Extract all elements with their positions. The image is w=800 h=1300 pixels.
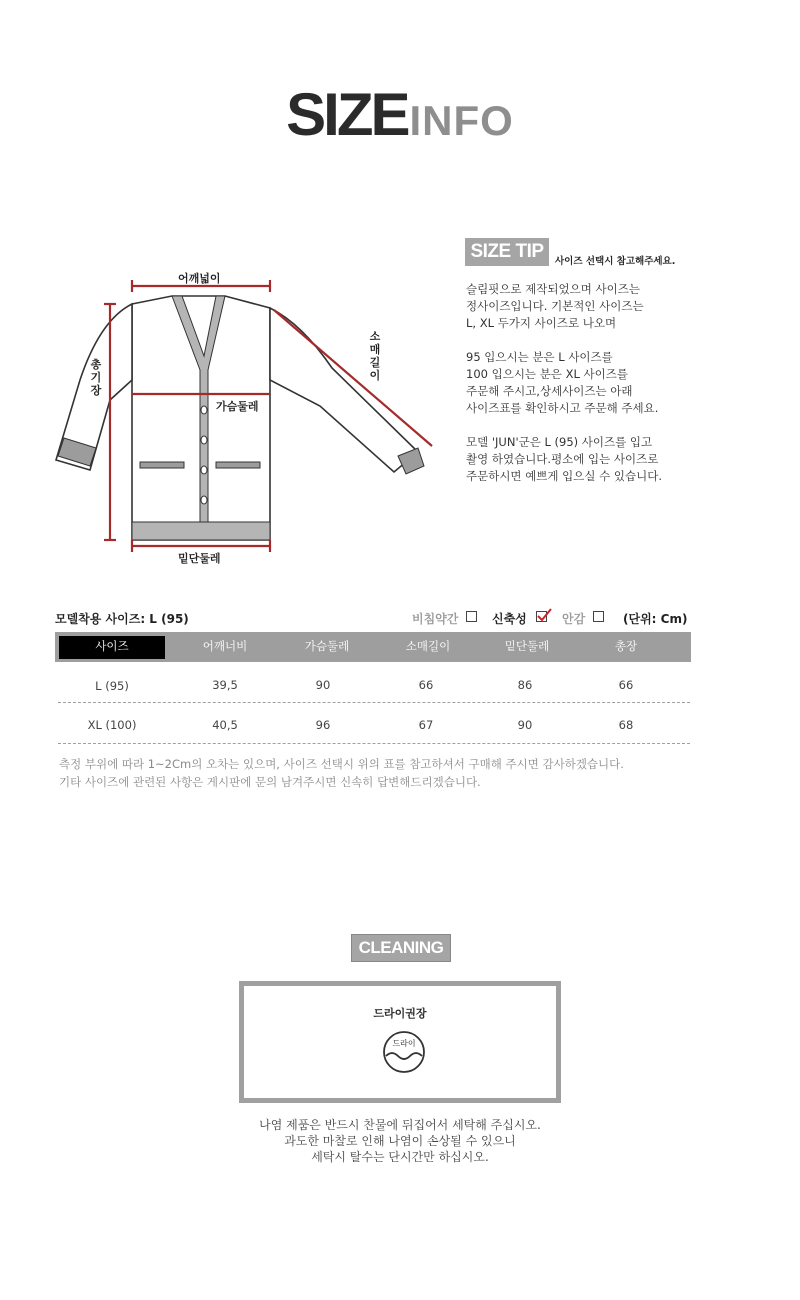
unit-label: (단위: Cm) (623, 612, 688, 626)
length-label-char: 기 (90, 371, 102, 384)
table-cell: 67 (418, 718, 434, 732)
fit-option-lining-checkbox (593, 611, 604, 622)
page-title (0, 80, 800, 149)
size-tip-caption: 사이즈 선택시 참고해주세요. (555, 256, 676, 267)
sleeve-label-char: 이 (369, 369, 381, 382)
table-cell: 39,5 (212, 678, 238, 692)
size-tip-line: 슬림핏으로 제작되었으며 사이즈는 (466, 282, 640, 296)
table-cell: 66 (418, 678, 434, 692)
care-instruction: 과도한 마찰로 인해 나염이 손상될 수 있으니 (284, 1134, 516, 1148)
fit-option-sheer-checkbox (466, 611, 477, 622)
size-tip-line: L, XL 두가지 사이즈로 나오며 (466, 316, 617, 330)
check-icon (536, 608, 552, 622)
size-tip-line: 주문해 주시고,상세사이즈는 아래 (466, 384, 633, 398)
table-header-cell: 밑단둘레 (504, 639, 550, 653)
length-label-char: 장 (90, 384, 102, 397)
title-info-text: INFO (409, 97, 514, 144)
dry-clean-icon (379, 1030, 429, 1074)
table-cell: 66 (618, 678, 634, 692)
table-cell: 96 (315, 718, 331, 732)
sleeve-label (368, 330, 382, 382)
size-tip-line: 모델 'JUN'군은 L (95) 사이즈를 입고 (466, 435, 653, 449)
length-label (89, 358, 103, 397)
hem-label: 밑단둘레 (178, 552, 221, 565)
size-tip-line: 정사이즈입니다. 기본적인 사이즈는 (466, 299, 644, 313)
table-row-divider (58, 743, 690, 744)
size-tip-badge: SIZE TIP (465, 238, 549, 266)
table-cell: 86 (517, 678, 533, 692)
title-size-text: SIZE (286, 81, 408, 148)
size-tip-line: 100 입으시는 분은 XL 사이즈를 (466, 367, 628, 381)
fit-option-lining-label: 안감 (562, 612, 586, 626)
cardigan-diagram (40, 260, 460, 580)
model-size-label: 모델착용 사이즈: L (95) (55, 612, 189, 626)
table-header-cell: 가슴둘레 (304, 639, 350, 653)
table-header-cell: 소매길이 (405, 639, 451, 653)
size-note: 기타 사이즈에 관련된 사항은 게시판에 문의 남겨주시면 신속히 답변해드리겠습니다. (59, 775, 481, 789)
table-header-cell: 사이즈 (95, 639, 129, 653)
care-instruction: 나염 제품은 반드시 찬물에 뒤집어서 세탁해 주십시오. (259, 1118, 541, 1132)
sleeve-label-char: 길 (369, 356, 381, 369)
sleeve-label-char: 소 (369, 330, 381, 343)
cleaning-badge: CLEANING (351, 934, 451, 962)
table-cell: L (95) (95, 679, 129, 693)
fit-option-stretch-checkbox (536, 611, 547, 622)
table-cell: 40,5 (212, 718, 238, 732)
table-cell: 68 (618, 718, 634, 732)
sleeve-label-char: 매 (369, 343, 381, 356)
size-tip-line: 사이즈표를 확인하시고 주문해 주세요. (466, 401, 659, 415)
care-instruction: 세탁시 탈수는 단시간만 하십시오. (311, 1150, 489, 1164)
size-tip-line: 95 입으시는 분은 L 사이즈를 (466, 350, 613, 364)
table-header-cell: 어깨너비 (202, 639, 248, 653)
size-tip-line: 주문하시면 예쁘게 입으실 수 있습니다. (466, 469, 663, 483)
shoulder-label: 어깨넓이 (178, 272, 221, 285)
cardigan-illustration (40, 260, 460, 580)
fit-option-stretch-label: 신축성 (492, 612, 527, 626)
table-header-cell: 총장 (614, 639, 638, 653)
table-cell: 90 (315, 678, 331, 692)
length-label-char: 총 (90, 358, 102, 371)
size-tip-line: 촬영 하였습니다.평소에 입는 사이즈로 (466, 452, 659, 466)
table-row-divider (58, 702, 690, 703)
dry-clean-icon-text: 드라이 (392, 1039, 416, 1048)
chest-label: 가슴둘레 (216, 400, 259, 413)
size-note: 측정 부위에 따라 1~2Cm의 오차는 있으며, 사이즈 선택시 위의 표를 참고하셔서 구매해 주시면 감사하겠습니다. (59, 757, 624, 771)
fit-option-sheer-label: 비침약간 (412, 612, 459, 626)
table-cell: 90 (517, 718, 533, 732)
dry-clean-label: 드라이권장 (373, 1007, 427, 1020)
dry-clean-symbol (379, 1030, 429, 1074)
table-cell: XL (100) (87, 718, 137, 732)
